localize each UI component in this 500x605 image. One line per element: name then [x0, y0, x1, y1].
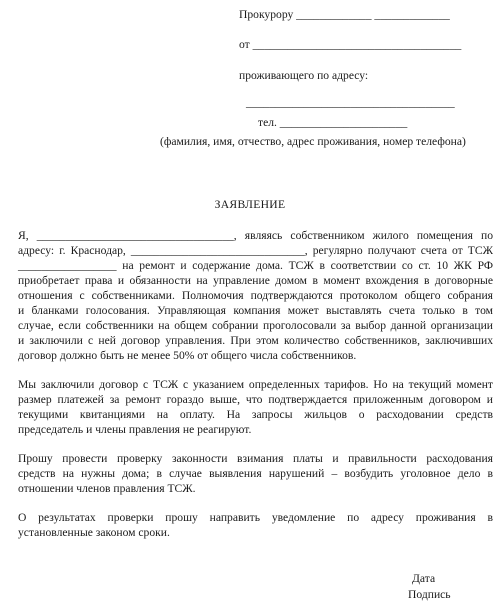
p3-line: средств на нужны дома; в случае выявления нарушений – возбудить уголовное дело в [18, 467, 493, 480]
p1-line: и бланками голосования. Управляющая компания может выставлять счета только в том [18, 304, 493, 317]
p1-line: Я, __________________________________, являясь собственником жилого помещения по [18, 229, 493, 242]
p4-line: О результатах проверки прошу направить уведомление по адресу проживания в [18, 511, 493, 524]
residing-label: проживающего по адресу: [239, 69, 369, 82]
p1-line: отношения с собственниками. Полномочия подтверждаются протоколом общего собрания [18, 289, 493, 302]
p2-line: текущими квитанциями на оплату. На запросы жильцов о расходовании средств [18, 408, 493, 421]
document-title: ЗАЯВЛЕНИЕ [214, 198, 286, 211]
p1-line: случае, если собственники на общем собрании проголосовали за выбор данной организации [18, 319, 493, 332]
addressee-prosecutor: Прокурору _____________ _____________ [239, 8, 450, 21]
p2-line: председатель и члены правления не реагируют. [18, 423, 252, 436]
phone-line: тел. ______________________ [258, 116, 408, 129]
p3-line: Прошу провести проверку законности взимания платы и правильности расходования [18, 452, 493, 465]
p4-line: установленные законом сроки. [18, 526, 170, 539]
date-label: Дата [412, 572, 436, 585]
p1-line: _________________ на ремонт и содержание дома. ТСЖ в соответствии со ст. 10 ЖК РФ [18, 259, 493, 272]
p1-line: адресу: г. Краснодар, ______________________________, регулярно получают счета от ТСЖ [18, 244, 493, 257]
address-blank: ____________________________________ [246, 96, 455, 109]
p2-line: размер платежей за ремонт гораздо выше, что подтверждается приложенным договором и [18, 393, 493, 406]
p3-line: отношении членов правления ТСЖ. [18, 482, 196, 495]
p1-line: и заключили с ней договор управления. При этом количество собственников, заключивших [18, 334, 493, 347]
sender-from: от ____________________________________ [239, 38, 462, 51]
p1-line: договор должно быть не менее 50% от общего числа собственников. [18, 349, 357, 362]
p1-line: приобретает права и обязанности на управление домом в момент вхождения в договорные [18, 274, 493, 287]
header-note: (фамилия, имя, отчество, адрес проживания, номер телефона) [160, 135, 466, 148]
signature-label: Подпись [408, 588, 451, 601]
p2-line: Мы заключили договор с ТСЖ с указанием определенных тарифов. Но на текущий момент [18, 378, 493, 391]
